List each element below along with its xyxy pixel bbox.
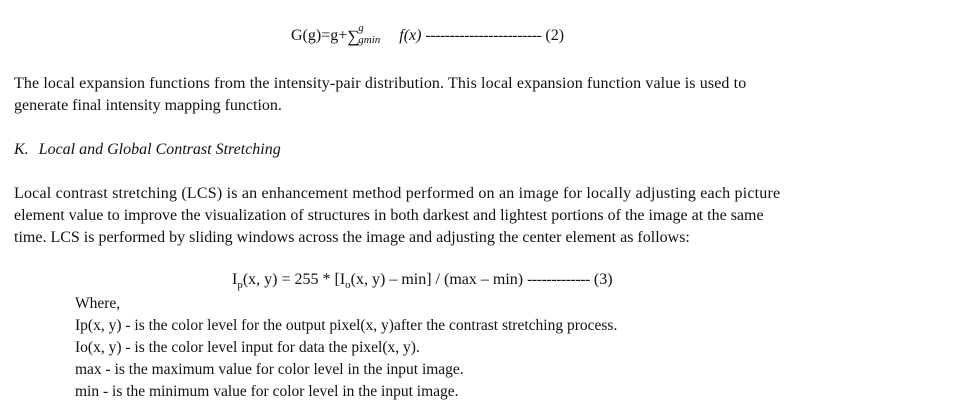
where-item: Ip(x, y) - is the color level for the output pixel(x, y)after the contrast stretching process.: [75, 317, 618, 334]
equation-3: [232, 271, 613, 291]
where-item: max - is the maximum value for color level in the input image.: [75, 361, 464, 378]
section-label: K.: [14, 141, 29, 158]
paragraph-1-line-1: The local expansion functions from the intensity-pair distribution. This local expansion function value is used to: [14, 75, 747, 92]
equation-3-number: (3): [593, 271, 613, 288]
where-heading: Where,: [75, 295, 121, 312]
where-item: min - is the minimum value for color level in the input image.: [75, 383, 459, 400]
sum-upper-limit: g: [358, 22, 364, 34]
section-heading: [14, 140, 281, 160]
paragraph-1-line-2: generate final intensity mapping function.: [14, 97, 282, 114]
equation-3-sub-p: p: [237, 279, 243, 292]
paragraph-2-line-3: time. LCS is performed by sliding windows across the image and adjusting the center element as follows:: [14, 229, 690, 246]
equation-3-mid: (x, y) = 255 * [I: [242, 271, 346, 288]
sum-lower-limit: gmin: [358, 34, 381, 46]
equation-3-dashes: -------------: [527, 271, 590, 288]
summation-symbol: ∑ g gmin: [347, 22, 381, 46]
equation-2-arg: (x): [403, 27, 422, 44]
paragraph-2-line-2: element value to improve the visualization of structures in both darkest and lightest portions of the image at the same: [14, 207, 764, 224]
equation-2-number: (2): [545, 27, 565, 44]
equation-2-dashes: ------------------------: [425, 27, 542, 44]
equation-3-tail: (x, y) – min] / (max – min): [350, 271, 524, 288]
section-title: Local and Global Contrast Stretching: [38, 141, 281, 158]
equation-2: [291, 22, 565, 47]
equation-3-ip: I: [232, 271, 238, 288]
where-item: Io(x, y) - is the color level input for data the pixel(x, y).: [75, 339, 420, 356]
paragraph-2-line-1: Local contrast stretching (LCS) is an enhancement method performed on an image for locally adjusting each picture: [14, 185, 781, 202]
equation-3-sub-o: o: [345, 279, 351, 292]
equation-2-func: f: [399, 27, 404, 44]
equation-2-lhs: G(g)=g+: [291, 27, 348, 44]
